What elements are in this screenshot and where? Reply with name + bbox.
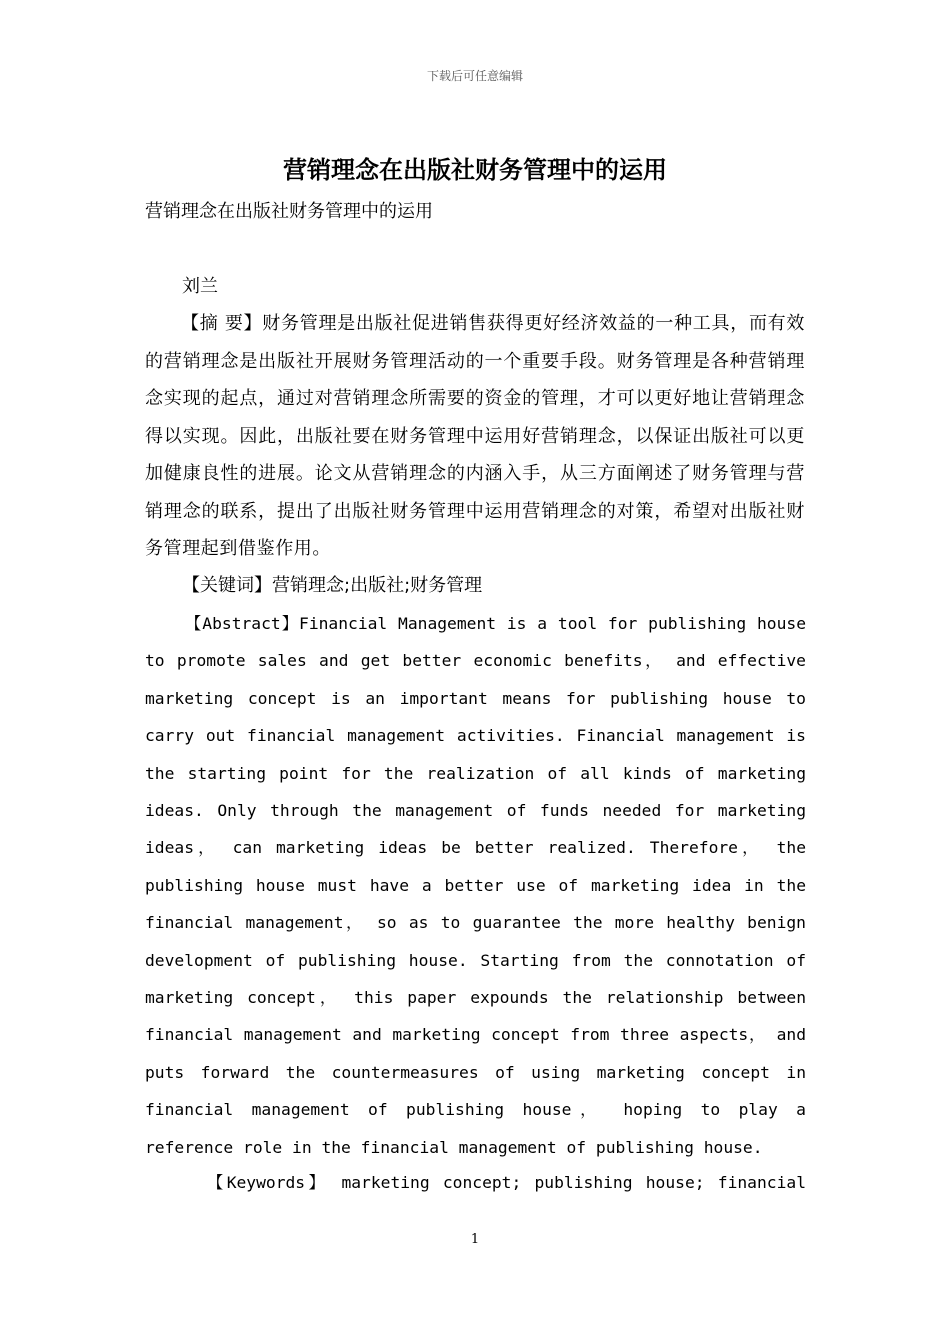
- document-title: 营销理念在出版社财务管理中的运用: [283, 156, 667, 184]
- abstract-chinese: 【摘 要】财务管理是出版社促进销售获得更好经济效益的一种工具，而有效的营销理念是出版社开展财务管理活动的一个重要手段。财务管理是各种营销理念实现的起点，通过对营销理念所需要的资金的管理，才可以更好地让营销理念得以实现。因此，出版社要在财务管理中运用好营销理念，以保证出版社可以更加健康良性的进展。论文从营销理念的内涵入手，从三方面阐述了财务管理与营销理念的联系，提出了出版社财务管理中运用营销理念的对策，希望对出版社财务管理起到借鉴作用。: [145, 313, 805, 559]
- header-note: 下载后可任意编辑: [426, 69, 523, 83]
- document-subtitle: 营销理念在出版社财务管理中的运用: [145, 201, 433, 222]
- author-name: 刘兰: [182, 276, 218, 297]
- page-number: 1: [470, 1232, 480, 1247]
- keywords-english: 【Keywords】 marketing concept; publishing house; financial: [207, 1173, 806, 1192]
- keywords-chinese: 【关键词】营销理念;出版社;财务管理: [182, 575, 483, 596]
- abstract-english: 【Abstract】Financial Management is a tool for publishing house to promote sales and get better economic benefits， and effective marketing concept is an important means for publishing house to carry out financial management activities. Financial management is the starting point for the realization of all kinds of marketing ideas. Only through the management of funds needed for marketing ideas， can marketing ideas be better realized. Therefore， the publishing house must have a better use of marketing idea in the financial management， so as to guarantee the more healthy benign development of publishing house. Starting from the connotation of marketing concept， this paper expounds the relationship between financial management and marketing concept from three aspects， and puts forward the countermeasures of using marketing concept in financial management of publishing house， hoping to play a reference role in the financial management of publishing house.: [145, 614, 806, 1157]
